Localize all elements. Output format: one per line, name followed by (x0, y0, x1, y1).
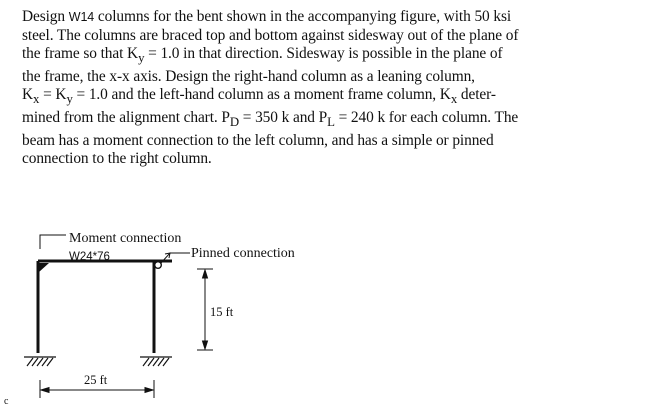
moment-connection-icon (39, 235, 66, 272)
shape-designation: W14 (68, 10, 95, 24)
problem-line-5: $K_x = K_y = 1.0$ and the left-hand column as a moment frame column, $K_x$ deter- (22, 86, 496, 107)
beam-size-label: W24*76 (69, 251, 110, 263)
corner-mark: c (4, 396, 9, 404)
problem-line-8: connection to the right column. (22, 150, 212, 168)
problem-line-1: Design W14 columns for the bent shown in the accompanying figure, with 50 ksi (22, 8, 512, 25)
problem-line-4: the frame, the x-x axis. Design the right-hand column as a leaning column, (22, 67, 475, 85)
height-label: 15 ft (210, 305, 234, 319)
problem-line-7: beam has a moment connection to the left column, and has a simple or pinned (22, 131, 494, 149)
right-support-icon (140, 357, 172, 366)
left-support-icon (24, 357, 56, 366)
pinned-connection-label: Pinned connection (191, 246, 295, 261)
problem-line-6: mined from the alignment chart. $P_D = 350$ k and $P_L = 240$ k for each column. The (22, 109, 519, 130)
moment-connection-label: Moment connection (69, 231, 182, 246)
span-label: 25 ft (84, 373, 108, 387)
problem-line-3: the frame so that $K_y = 1.0$ in that direction. Sidesway is possible in the plane of (22, 45, 503, 66)
problem-line-2: steel. The columns are braced top and bottom against sidesway out of the plane of (22, 26, 519, 44)
